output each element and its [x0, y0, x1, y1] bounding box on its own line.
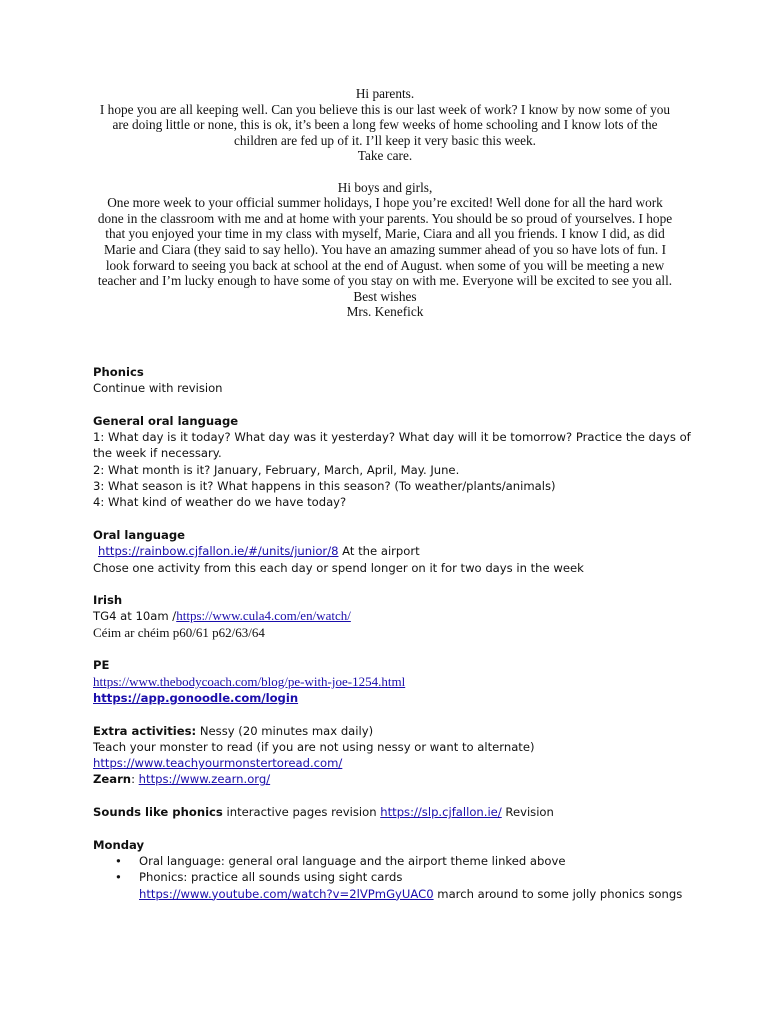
pe-link-line-2: [93, 690, 693, 706]
zearn-separator: :: [131, 772, 139, 787]
section-general-oral: [93, 413, 693, 511]
section-irish: [93, 592, 693, 641]
sounds-line: [93, 804, 693, 820]
phonics-text: Continue with revision: [93, 381, 223, 396]
spacer: [96, 164, 674, 180]
general-oral-heading: General oral language: [93, 413, 239, 428]
kids-message: One more week to your official summer holidays, I hope you’re excited! Well done for all the hard work done in the classroom with me and at home with your parents. You should be so proud of yourselves. I hope that you enjoyed your time in my class with myself, Marie, Ciara and all you friends. I know I did, as did Marie and Ciara (they said to say hello). You have an amazing summer ahead of you so have lots of fun. I look forward to seeing you back at school at the end of August. when some of you will be meeting a new teacher and I’m lucky enough to have some of you stay on with me. Everyone will be excited to see you all.: [97, 195, 673, 289]
general-oral-item-1: 1: What day is it today? What day was it yesterday? What day will it be tomorrow? Practice the days of the week if necessary.: [93, 430, 691, 461]
general-oral-item-2: 2: What month is it? January, February, March, April, May. June.: [93, 462, 460, 477]
section-extra: [93, 723, 693, 788]
section-pe: [93, 657, 693, 706]
oral-language-heading: Oral language: [93, 527, 185, 542]
monday-phonics-text: Phonics: practice all sounds using sight cards: [139, 870, 403, 885]
activities-body: [93, 364, 693, 902]
kids-greeting: Hi boys and girls,: [337, 179, 433, 195]
irish-tg4-line: [93, 608, 693, 624]
oral-language-link-line: [93, 543, 693, 559]
sounds-mid-text: interactive pages revision: [222, 805, 381, 820]
letter-block: [96, 86, 674, 320]
monday-item-oral: • Oral language: general oral language and the airport theme linked above: [139, 853, 693, 869]
extra-heading-line: [93, 723, 693, 739]
gonoodle-link[interactable]: https://app.gonoodle.com/login: [93, 690, 299, 705]
irish-heading: Irish: [93, 593, 123, 608]
parents-greeting: Hi parents.: [355, 86, 415, 101]
youtube-link[interactable]: https://www.youtube.com/watch?v=2lVPmGyUAC0: [139, 886, 434, 901]
nessy-text: Nessy (20 minutes max daily): [196, 723, 374, 738]
extra-link-line: [93, 755, 693, 771]
letter-closing: Best wishes: [353, 288, 417, 304]
section-monday: [93, 837, 693, 902]
bodycoach-link[interactable]: https://www.thebodycoach.com/blog/pe-with-joe-1254.html: [93, 673, 406, 689]
tg4-label: TG4 at 10am /: [93, 609, 177, 624]
letter-signature: Mrs. Kenefick: [346, 304, 424, 320]
general-oral-item-4: 4: What kind of weather do we have today?: [93, 495, 347, 510]
extra-text: Teach your monster to read (if you are not using nessy or want to alternate): [93, 739, 535, 754]
monday-phonics-suffix: march around to some jolly phonics songs: [433, 886, 683, 901]
section-sounds: [93, 804, 693, 820]
zearn-line: [93, 771, 693, 787]
parents-signoff: Take care.: [357, 148, 413, 164]
oral-language-text: Chose one activity from this each day or spend longer on it for two days in the week: [93, 560, 584, 575]
sounds-heading: Sounds like phonics: [93, 805, 223, 820]
section-phonics: [93, 364, 693, 397]
teachyourmonster-link[interactable]: https://www.teachyourmonstertoread.com/: [93, 756, 343, 771]
monday-list: [93, 853, 693, 902]
parents-message: I hope you are all keeping well. Can you believe this is our last week of work? I know by now some of you are doing little or none, this is ok, it’s been a long few weeks of home schooling and I know lots of the children are fed up of it. I’ll keep it very basic this week.: [99, 101, 671, 148]
zearn-label: Zearn: [93, 772, 132, 787]
zearn-link[interactable]: https://www.zearn.org/: [138, 772, 271, 787]
extra-heading: Extra activities:: [93, 723, 197, 738]
monday-heading: Monday: [93, 837, 145, 852]
pe-heading: PE: [93, 658, 110, 673]
monday-item-phonics: [139, 869, 693, 902]
cula4-link[interactable]: https://www.cula4.com/en/watch/: [176, 608, 351, 624]
slp-cjfallon-link[interactable]: https://slp.cjfallon.ie/: [380, 805, 502, 820]
section-oral-language: [93, 527, 693, 576]
pe-link-line-1: [93, 674, 693, 690]
general-oral-item-3: 3: What season is it? What happens in this season? (To weather/plants/animals): [93, 479, 556, 494]
sounds-suffix: Revision: [501, 805, 554, 820]
irish-text: Céim ar chéim p60/61 p62/63/64: [93, 624, 265, 640]
rainbow-cjfallon-link[interactable]: https://rainbow.cjfallon.ie/#/units/junior/8: [98, 544, 339, 559]
airport-label: At the airport: [338, 544, 420, 559]
phonics-heading: Phonics: [93, 365, 144, 379]
